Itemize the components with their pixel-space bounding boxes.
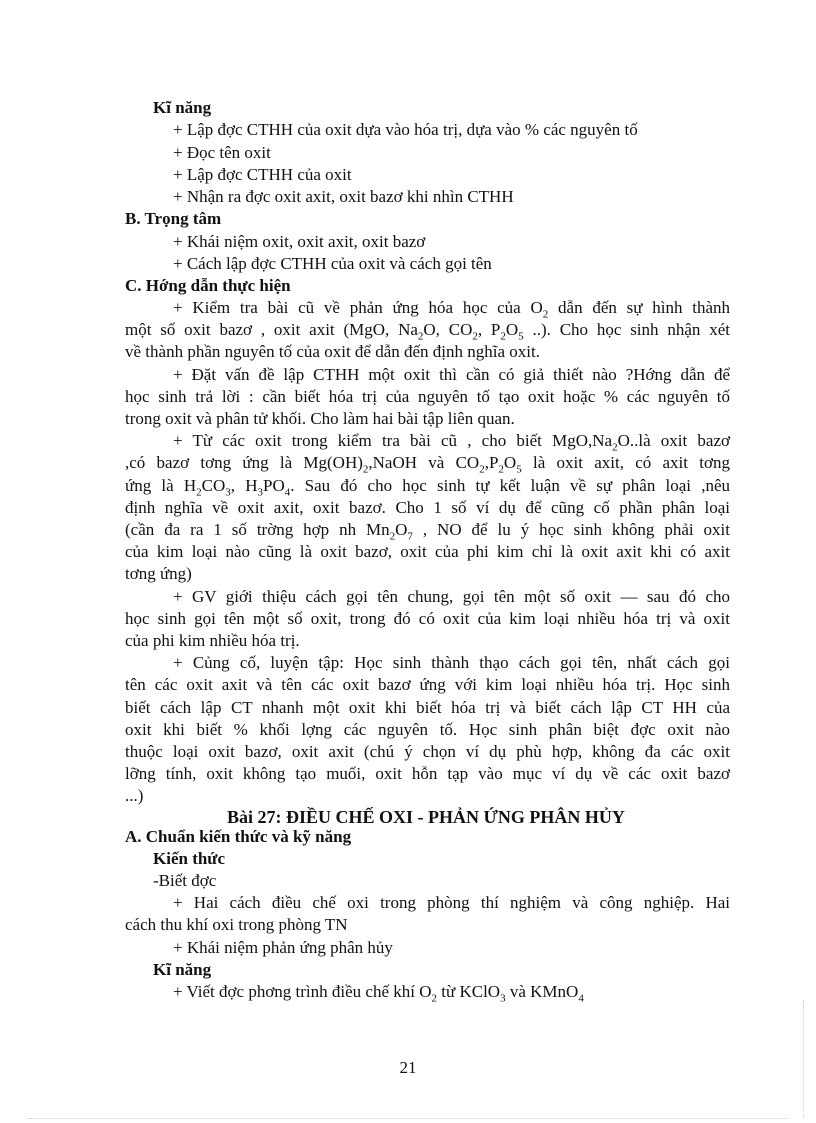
paragraph-line: + Hai cách điều chế oxi trong phòng thí nghiệm và công nghiệp. Hai xyxy=(173,893,730,912)
paragraph-line: một số oxit bazơ , oxit axit (MgO, $Na_2O$, $CO_2$, $P_2O_5$ ..). Cho học sinh nhận xét xyxy=(125,320,730,343)
margin-divider xyxy=(803,1000,804,1118)
paragraph-line: + Viết đợc phơng trình điều chế khí $O_2$ từ KClO$_3$ và KMnO$_4$ xyxy=(173,982,584,1005)
paragraph-line: oxit khi biết % khối lợng các nguyên tố. Học sinh phân biệt đợc oxit nào xyxy=(125,720,730,739)
paragraph-line: biết cách lập CT nhanh một oxit khi biết hóa trị và biết cách lập CT HH của xyxy=(125,698,730,717)
paragraph-line: ,có bazơ tơng ứng là $Mg(OH)_2,NaOH$ và $CO_2,P_2O_5$ là oxit axit, có axit tơng xyxy=(125,453,730,476)
paragraph-line: ...) xyxy=(125,786,144,805)
paragraph-line: + GV giới thiệu cách gọi tên chung, gọi tên một số oxit — sau đó cho xyxy=(173,587,730,606)
paragraph-line: của kim loại nào cũng là oxit bazơ, oxit của phi kim chỉ là oxit axit khi có axit xyxy=(125,542,730,561)
paragraph-line: + Củng cố, luyện tập: Học sinh thành thạo cách gọi tên, nhất cách gọi xyxy=(173,653,730,672)
paragraph-line: + Kiểm tra bài cũ về phản ứng hóa học của $O_2$ dẫn đến sự hình thành xyxy=(173,298,730,321)
paragraph-line: cách thu khí oxi trong phòng TN xyxy=(125,915,348,934)
heading-chuan-kien-thuc: A. Chuẩn kiến thức và kỹ năng xyxy=(125,827,352,846)
focus-line: + Cách lập đợc CTHH của oxit và cách gọi tên xyxy=(173,254,492,273)
page-number: 21 xyxy=(399,1058,417,1077)
lesson-title: Bài 27: ĐIỀU CHẾ OXI - PHẢN ỨNG PHÂN HỦY xyxy=(227,807,625,827)
biet-duoc: -Biết đợc xyxy=(153,871,217,890)
heading-kien-thuc: Kiến thức xyxy=(153,849,226,868)
paragraph-line: học sinh gọi tên một số oxit, trong đó có oxit của kim loại nhiều hóa trị và oxit xyxy=(125,609,730,628)
paragraph-line: học sinh trả lời : cần biết hóa trị của nguyên tố tạo oxit hoặc % các nguyên tố xyxy=(125,387,730,406)
heading-huong-dan: C. Hớng dẫn thực hiện xyxy=(125,276,291,295)
skill-line: + Lập đợc CTHH của oxit dựa vào hóa trị, dựa vào % các nguyên tố xyxy=(173,120,638,139)
skill-line: + Lập đợc CTHH của oxit xyxy=(173,165,352,184)
paragraph-line: (cần đa ra 1 số trờng hợp nh $Mn_2O_7$ , NO để lu ý học sinh không phải oxit xyxy=(125,520,731,543)
paragraph-line: của phi kim nhiều hóa trị. xyxy=(125,631,300,650)
paragraph-line: về thành phần nguyên tố của oxit để dẫn đến định nghĩa oxit. xyxy=(125,342,540,361)
paragraph-line: thuộc loại oxit bazơ, oxit axit (chú ý chọn ví dụ phù hợp, không đa các oxit xyxy=(125,742,730,761)
footer-divider xyxy=(28,1118,788,1119)
heading-trong-tam: B. Trọng tâm xyxy=(125,209,222,228)
paragraph-line: tên các oxit axit và tên các oxit bazơ ứng với kim loại nhiều hóa trị. Học sinh xyxy=(125,675,730,694)
paragraph-line: + Từ các oxit trong kiểm tra bài cũ , cho biết $MgO,Na_2O..là$ oxit bazơ xyxy=(173,431,731,454)
paragraph-line: trong oxit và phân tử khối. Cho làm hai bài tập liên quan. xyxy=(125,409,515,428)
paragraph-line: ứng là $H_2CO_3$, $H_3PO_4$. Sau đó cho học sinh tự kết luận về sự phân loại ,nêu xyxy=(125,476,730,499)
paragraph-line: lỡng tính, oxit không tạo muối, oxit hỗn tạp vào mục ví dụ về các oxit bazơ xyxy=(125,764,730,783)
paragraph-line: + Khái niệm phản ứng phân hủy xyxy=(173,938,393,957)
paragraph-line: tơng ứng) xyxy=(125,564,192,583)
paragraph-line: + Đặt vấn đề lập CTHH một oxit thì cần có giả thiết nào ?Hớng dẫn để xyxy=(173,365,730,384)
focus-line: + Khái niệm oxit, oxit axit, oxit bazơ xyxy=(173,232,426,251)
heading-ki-nang-2: Kĩ năng xyxy=(153,960,212,979)
skill-line: + Đọc tên oxit xyxy=(173,143,271,162)
skill-line: + Nhận ra đợc oxit axit, oxit bazơ khi nhìn CTHH xyxy=(173,187,514,206)
paragraph-line: định nghĩa về oxit axit, oxit bazơ. Cho 1 số ví dụ để cũng cố phần phân loại xyxy=(125,498,730,517)
heading-ki-nang: Kĩ năng xyxy=(153,98,212,117)
